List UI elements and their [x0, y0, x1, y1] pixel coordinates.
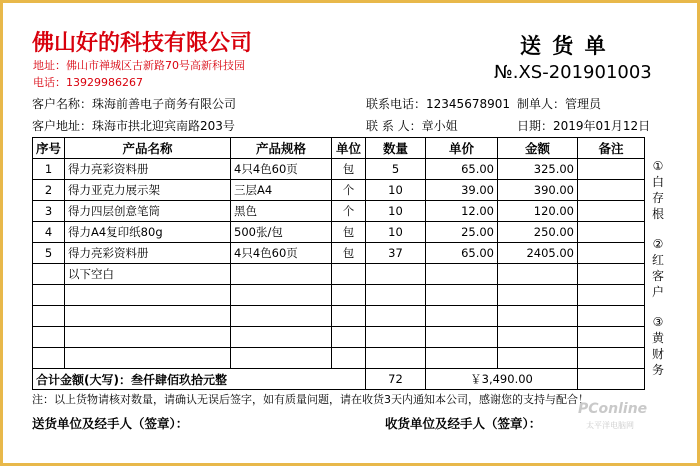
- header-remark: 备注: [578, 138, 645, 159]
- cell-no: [33, 306, 65, 327]
- contact-person-value: 章小姐: [421, 119, 458, 133]
- cell-unit: 个: [332, 180, 366, 201]
- date-label: 日期：: [517, 119, 554, 133]
- cell-name: 以下空白: [65, 264, 231, 285]
- cell-amount: 120.00: [498, 201, 578, 222]
- date-field: [517, 117, 650, 134]
- company-address: 地址：佛山市禅城区古新路70号高新科技园: [33, 59, 245, 72]
- cell-qty: [366, 285, 426, 306]
- cell-remark: [578, 222, 645, 243]
- company-phone: 电话：13929986267: [33, 76, 143, 89]
- cell-remark: [578, 243, 645, 264]
- cell-spec: 4只4色60页: [231, 159, 332, 180]
- cell-name: 得力A4复印纸80g: [65, 222, 231, 243]
- cell-price: 12.00: [426, 201, 498, 222]
- cell-amount: [498, 327, 578, 348]
- table-header-row: [33, 138, 645, 159]
- cell-amount: [498, 306, 578, 327]
- cell-name: [65, 285, 231, 306]
- table-row: [33, 201, 645, 222]
- cell-qty: 10: [366, 201, 426, 222]
- cell-remark: [578, 264, 645, 285]
- cell-price: [426, 327, 498, 348]
- cell-no: [33, 348, 65, 369]
- header-amount: 金额: [498, 138, 578, 159]
- cell-remark: [578, 201, 645, 222]
- cell-price: [426, 348, 498, 369]
- table-row: [33, 285, 645, 306]
- cell-no: 1: [33, 159, 65, 180]
- table-row: [33, 348, 645, 369]
- total-amount-in-words: 合计金额(大写)：叁仟肆佰玖拾元整: [33, 369, 366, 390]
- cell-no: 2: [33, 180, 65, 201]
- header-product-name: 产品名称: [65, 138, 231, 159]
- cell-amount: [498, 285, 578, 306]
- cell-unit: 包: [332, 243, 366, 264]
- cell-remark: [578, 348, 645, 369]
- table-row: [33, 180, 645, 201]
- cell-unit: [332, 306, 366, 327]
- document-title: 送 货 单: [520, 33, 608, 58]
- customer-name-field: [32, 95, 236, 112]
- cell-name: 得力四层创意笔筒: [65, 201, 231, 222]
- date-value: 2019年01月12日: [553, 119, 651, 133]
- sender-signature: 送货单位及经手人（签章）：: [32, 416, 189, 431]
- cell-price: 65.00: [426, 243, 498, 264]
- cell-price: [426, 264, 498, 285]
- cell-amount: [498, 264, 578, 285]
- cell-remark: [578, 306, 645, 327]
- cell-unit: [332, 285, 366, 306]
- cell-unit: 包: [332, 159, 366, 180]
- cell-spec: [231, 348, 332, 369]
- cell-remark: [578, 285, 645, 306]
- cell-amount: 390.00: [498, 180, 578, 201]
- cell-spec: [231, 327, 332, 348]
- table-row: [33, 306, 645, 327]
- copy-note-1: ① 白 存 根: [651, 159, 664, 221]
- table-row: [33, 243, 645, 264]
- customer-address-field: [32, 117, 235, 134]
- total-amount: ￥3,490.00: [426, 369, 578, 390]
- cell-qty: 37: [366, 243, 426, 264]
- cell-name: [65, 348, 231, 369]
- cell-remark: [578, 327, 645, 348]
- maker-field: [517, 95, 601, 112]
- cell-price: 25.00: [426, 222, 498, 243]
- cell-spec: [231, 306, 332, 327]
- cell-no: 4: [33, 222, 65, 243]
- table-row: [33, 222, 645, 243]
- document-number: №.XS-201901003: [494, 62, 652, 83]
- customer-address-label: 客户地址：: [32, 119, 93, 133]
- cell-spec: [231, 285, 332, 306]
- customer-name-value: 珠海前善电子商务有限公司: [92, 97, 237, 111]
- cell-unit: 个: [332, 201, 366, 222]
- items-table: [32, 137, 645, 390]
- copy-note-3: ③ 黄 财 务: [651, 315, 664, 377]
- cell-qty: 10: [366, 180, 426, 201]
- cell-qty: [366, 348, 426, 369]
- cell-name: [65, 306, 231, 327]
- cell-qty: [366, 327, 426, 348]
- cell-amount: 2405.00: [498, 243, 578, 264]
- cell-amount: 250.00: [498, 222, 578, 243]
- cell-spec: 500张/包: [231, 222, 332, 243]
- total-qty: 72: [366, 369, 426, 390]
- contact-phone-field: [366, 95, 510, 112]
- table-row: [33, 327, 645, 348]
- cell-qty: [366, 306, 426, 327]
- total-row: [33, 369, 645, 390]
- cell-no: [33, 264, 65, 285]
- cell-qty: 10: [366, 222, 426, 243]
- header-qty: 数量: [366, 138, 426, 159]
- contact-phone-label: 联系电话：: [366, 97, 427, 111]
- cell-spec: 三层A4: [231, 180, 332, 201]
- watermark-sub: 太平洋电脑网: [586, 421, 634, 430]
- cell-name: 得力亮彩资料册: [65, 159, 231, 180]
- cell-name: 得力亮彩资料册: [65, 243, 231, 264]
- header-unit: 单位: [332, 138, 366, 159]
- cell-qty: 5: [366, 159, 426, 180]
- contact-person-label: 联 系 人：: [366, 119, 422, 133]
- cell-no: 3: [33, 201, 65, 222]
- cell-unit: 包: [332, 222, 366, 243]
- cell-amount: 325.00: [498, 159, 578, 180]
- cell-spec: [231, 264, 332, 285]
- contact-phone-value: 12345678901: [426, 97, 510, 111]
- watermark: PConline: [578, 401, 648, 417]
- cell-price: [426, 306, 498, 327]
- cell-price: 39.00: [426, 180, 498, 201]
- cell-qty: [366, 264, 426, 285]
- total-remark: [578, 369, 645, 390]
- cell-amount: [498, 348, 578, 369]
- footer-note: 注：以上货物请核对数量，请确认无误后签字，如有质量问题，请在收货3天内通知本公司，感谢您的支持与配合！: [32, 393, 589, 406]
- contact-person-field: [366, 117, 458, 134]
- header-no: 序号: [33, 138, 65, 159]
- cell-no: [33, 285, 65, 306]
- cell-no: 5: [33, 243, 65, 264]
- customer-address-value: 珠海市拱北迎宾南路203号: [92, 119, 235, 133]
- copy-distribution-notes: [649, 158, 667, 392]
- cell-remark: [578, 180, 645, 201]
- header-price: 单价: [426, 138, 498, 159]
- copy-note-2: ② 红 客 户: [651, 237, 664, 299]
- cell-unit: [332, 327, 366, 348]
- cell-unit: [332, 348, 366, 369]
- cell-remark: [578, 159, 645, 180]
- company-name: 佛山好的科技有限公司: [32, 30, 253, 56]
- cell-unit: [332, 264, 366, 285]
- table-row: [33, 264, 645, 285]
- cell-name: 得力亚克力展示架: [65, 180, 231, 201]
- maker-value: 管理员: [565, 97, 602, 111]
- customer-name-label: 客户名称：: [32, 97, 93, 111]
- cell-spec: 黑色: [231, 201, 332, 222]
- cell-price: [426, 285, 498, 306]
- cell-price: 65.00: [426, 159, 498, 180]
- table-row: [33, 159, 645, 180]
- header-spec: 产品规格: [231, 138, 332, 159]
- maker-label: 制单人：: [517, 97, 566, 111]
- receiver-signature: 收货单位及经手人（签章）：: [385, 416, 542, 431]
- cell-spec: 4只4色60页: [231, 243, 332, 264]
- cell-name: [65, 327, 231, 348]
- cell-no: [33, 327, 65, 348]
